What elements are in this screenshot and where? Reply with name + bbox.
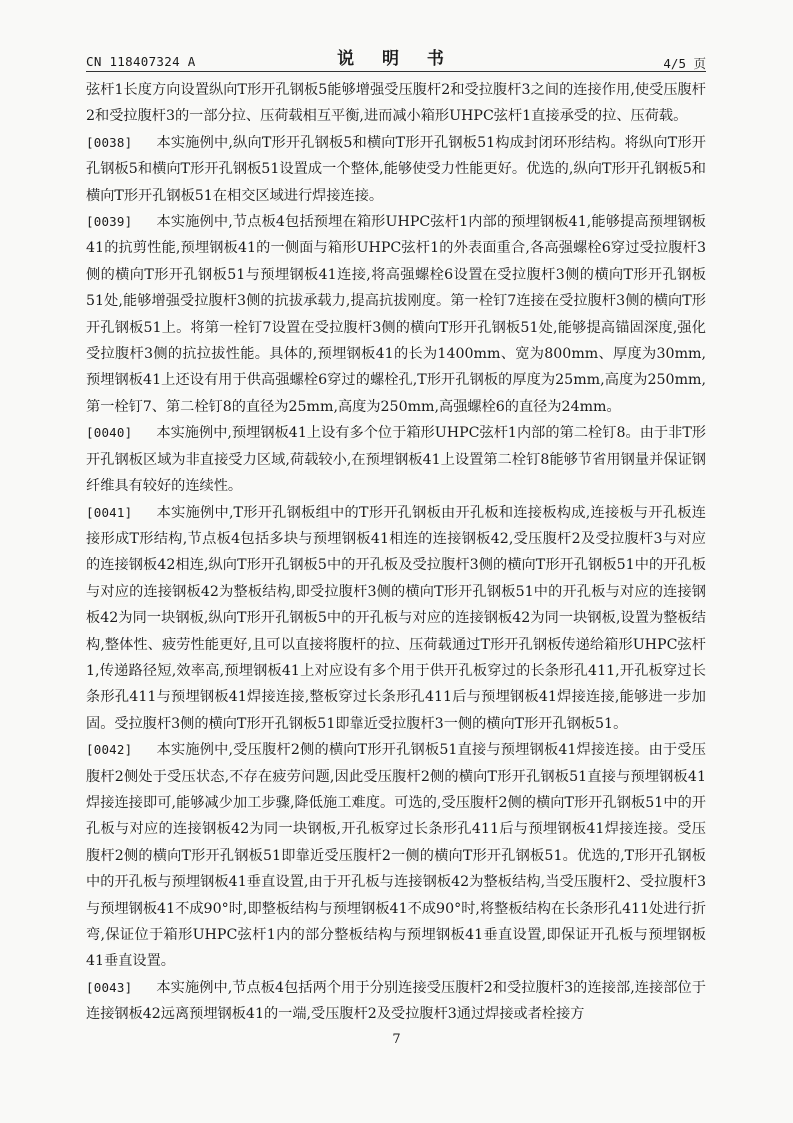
paragraph-text: 本实施例中,纵向T形开孔钢板5和横向T形开孔钢板51构成封闭环形结构。将纵向T形开孔钢板5和横向T形开孔钢板51设置成一个整体,能够使受力性能更好。优选的,纵向T形开孔钢板5和横向T形开孔钢板51在相交区域进行焊接连接。 — [86, 134, 706, 204]
paragraph-0041 — [86, 500, 706, 738]
paragraph-number: [0040] — [86, 425, 133, 441]
paragraph-0038 — [86, 130, 706, 209]
document-body — [86, 77, 706, 1028]
paragraph-number: [0038] — [86, 134, 133, 150]
paragraph-number: [0041] — [86, 504, 133, 520]
paragraph-0039 — [86, 209, 706, 420]
header-divider — [86, 71, 706, 72]
paragraph-text: 本实施例中,节点板4包括预埋在箱形UHPC弦杆1内部的预埋钢板41,能够提高预埋钢板41的抗剪性能,预埋钢板41的一侧面与箱形UHPC弦杆1的外表面重合,各高强螺栓6穿过受拉腹杆3侧的横向T形开孔钢板51与预埋钢板41连接,将高强螺栓6设置在受拉腹杆3侧的横向T形开孔钢板51处,能够增强受拉腹杆3侧的抗拔承载力,提高抗拔刚度。第一栓钉7连接在受拉腹杆3侧的横向T形开孔钢板51上。将第一栓钉7设置在受拉腹杆3侧的横向T形开孔钢板51处,能够提高锚固深度,强化受拉腹杆3侧的抗拉拔性能。具体的,预埋钢板41的长为1400mm、宽为800mm、厚度为30mm,预埋钢板41上还设有用于供高强螺栓6穿过的螺栓孔,T形开孔钢板的厚度为25mm,高度为250mm,第一栓钉7、第二栓钉8的直径为25mm,高度为250mm,高强螺栓6的直径为24mm。 — [86, 214, 706, 415]
paragraph-0043 — [86, 975, 706, 1028]
paragraph-text: 本实施例中,受压腹杆2侧的横向T形开孔钢板51直接与预埋钢板41焊接连接。由于受压腹杆2侧处于受压状态,不存在疲劳问题,因此受压腹杆2侧的横向T形开孔钢板51直接与预埋钢板41焊接连接即可,能够减少加工步骤,降低施工难度。可选的,受压腹杆2侧的横向T形开孔钢板51中的开孔板与对应的连接钢板42为同一块钢板,开孔板穿过长条形孔411后与预埋钢板41焊接连接。受压腹杆2侧的横向T形开孔钢板51即靠近受压腹杆2一侧的横向T形开孔钢板51。优选的,T形开孔钢板中的开孔板与预埋钢板41垂直设置,由于开孔板与连接钢板42为整板结构,当受压腹杆2、受拉腹杆3与预埋钢板41不成90°时,即整板结构与预埋钢板41不成90°时,将整板结构在长条形孔411处进行折弯,保证位于箱形UHPC弦杆1内的部分整板结构与预埋钢板41垂直设置,即保证开孔板与预埋钢板41垂直设置。 — [86, 742, 706, 970]
paragraph-number: [0039] — [86, 214, 133, 230]
paragraph-number: [0042] — [86, 742, 133, 758]
page-header — [86, 40, 706, 70]
document-title: 说 明 书 — [337, 49, 455, 69]
paragraph-text: 本实施例中,预埋钢板41上设有多个位于箱形UHPC弦杆1内部的第二栓钉8。由于非T形开孔钢板区域为非直接受力区域,荷载较小,在预埋钢板41上设置第二栓钉8能够节省用钢量并保证钢纤维具有较好的连续性。 — [86, 425, 706, 495]
publication-number: CN 118407324 A — [86, 54, 196, 69]
paragraph-number: [0043] — [86, 979, 133, 995]
paragraph-0042 — [86, 737, 706, 975]
paragraph-text: 弦杆1长度方向设置纵向T形开孔钢板5能够增强受压腹杆2和受拉腹杆3之间的连接作用,使受压腹杆2和受拉腹杆3的一部分拉、压荷载相互平衡,进而减小箱形UHPC弦杆1直接承受的拉、压荷载。 — [86, 82, 706, 125]
paragraph-0040 — [86, 420, 706, 499]
page-number: 7 — [392, 1032, 401, 1047]
page-of-total: 4/5 页 — [663, 56, 706, 71]
continued-paragraph — [86, 77, 706, 130]
paragraph-text: 本实施例中,节点板4包括两个用于分别连接受压腹杆2和受拉腹杆3的连接部,连接部位于连接钢板42远离预埋钢板41的一端,受压腹杆2及受拉腹杆3通过焊接或者栓接方 — [86, 979, 706, 1023]
paragraph-text: 本实施例中,T形开孔钢板组中的T形开孔钢板由开孔板和连接板构成,连接板与开孔板连接形成T形结构,节点板4包括多块与预埋钢板41相连的连接钢板42,受压腹杆2及受拉腹杆3与对应的连接钢板42相连,纵向T形开孔钢板5中的开孔板及受拉腹杆3侧的横向T形开孔钢板51中的开孔板与对应的连接钢板42为整板结构,即受拉腹杆3侧的横向T形开孔钢板51中的开孔板与对应的连接钢板42为同一块钢板,纵向T形开孔钢板5中的开孔板与对应的连接钢板42为同一块钢板,设置为整板结构,整体性、疲劳性能更好,且可以直接将腹杆的拉、压荷载通过T形开孔钢板传递给箱形UHPC弦杆1,传递路径短,效率高,预埋钢板41上对应设有多个用于供开孔板穿过的长条形孔411,开孔板穿过长条形孔411与预埋钢板41焊接连接,整板穿过长条形孔411后与预埋钢板41焊接连接,能够进一步加固。受拉腹杆3侧的横向T形开孔钢板51即靠近受拉腹杆3一侧的横向T形开孔钢板51。 — [86, 504, 706, 732]
